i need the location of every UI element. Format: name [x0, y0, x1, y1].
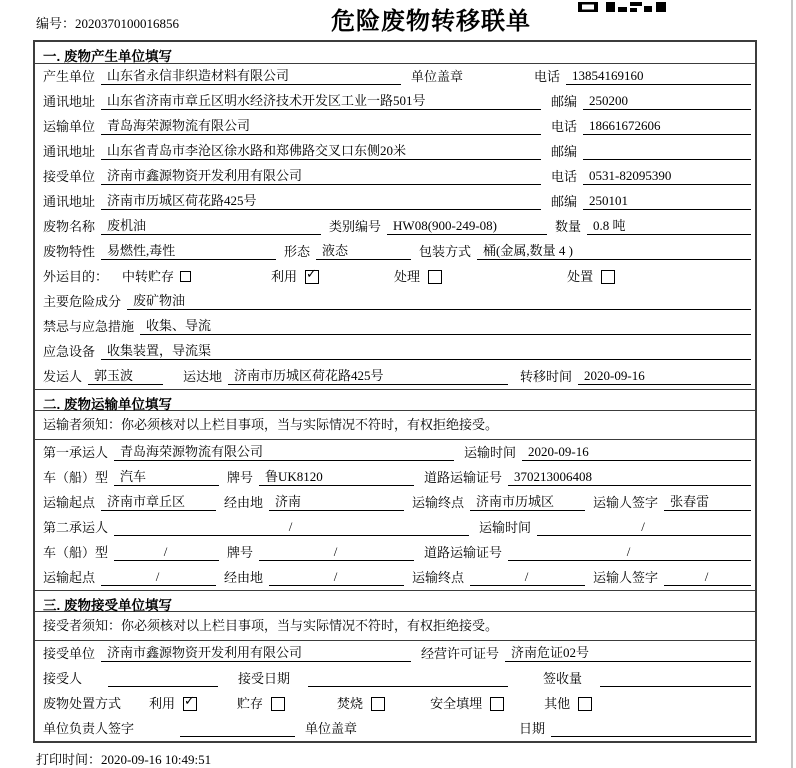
vehicle-type2-value: / [114, 544, 219, 561]
transporter-address-row [35, 139, 755, 164]
disposal-reuse-checkbox [183, 697, 197, 711]
purpose-transfer-storage-group [122, 266, 191, 285]
purpose-dispose-group [567, 266, 615, 285]
disposal-incineration-group [337, 693, 385, 712]
unit-seal-label: 单位盖章 [411, 69, 464, 84]
disposal-storage-checkbox [271, 697, 285, 711]
acceptor-value [108, 672, 218, 687]
accepting-unit-value: 济南市鑫源物资开发利用有限公司 [101, 642, 411, 662]
emergency-measures-value: 收集、导流 [140, 315, 751, 335]
route2-via-value: / [269, 569, 404, 586]
route1-origin-value: 济南市章丘区 [101, 491, 216, 511]
transporter-postcode-value [583, 145, 751, 160]
plate-number1-value: 鲁UK8120 [259, 466, 414, 486]
disposal-incineration-checkbox [371, 697, 385, 711]
form-state-label: 形态 [284, 244, 311, 259]
route1-signature-label: 运输人签字 [593, 495, 659, 510]
disposal-landfill-checkbox [490, 697, 504, 711]
serial-number [36, 13, 179, 32]
route2-via-label: 经由地 [224, 570, 264, 585]
vehicle-type1-row [35, 465, 755, 490]
road-permit2-label: 道路运输证号 [424, 545, 503, 560]
route1-row [35, 490, 755, 515]
accepting-unit-row [35, 641, 755, 666]
hazard-component-value: 废矿物油 [127, 290, 751, 310]
vehicle-type1-label: 车（船）型 [43, 470, 109, 485]
route2-origin-value: / [101, 569, 216, 586]
producer-unit-label: 产生单位 [43, 69, 96, 84]
producer-postcode-value: 250200 [583, 93, 751, 110]
emergency-equipment-value: 收集装置，导流渠 [101, 340, 751, 360]
route1-via-value: 济南 [269, 491, 404, 511]
quantity-value: 0.8 吨 [587, 215, 751, 235]
waste-name-value: 废机油 [101, 215, 321, 235]
section3-heading: 三. 废物接受单位填写 [35, 590, 755, 612]
acceptor-label: 接受人 [43, 671, 83, 686]
route2-origin-label: 运输起点 [43, 570, 96, 585]
print-time-value: 2020-09-16 10:49:51 [101, 752, 212, 767]
vehicle-type2-label: 车（船）型 [43, 545, 109, 560]
waste-property-label: 废物特性 [43, 244, 96, 259]
transport-time1-label: 运输时间 [464, 445, 517, 460]
route2-signature-label: 运输人签字 [593, 570, 659, 585]
purpose-dispose-label: 处置 [567, 269, 594, 284]
purpose-treat-checkbox [428, 270, 442, 284]
page-edge-divider [791, 0, 793, 768]
disposal-other-label: 其他 [544, 696, 571, 711]
purpose-treat-group [394, 266, 442, 285]
receiver-notice-text: 接受者须知：你必须核对以上栏目事项，当与实际情况不符时，有权拒绝接受。 [43, 618, 499, 633]
disposal-storage-group [237, 693, 285, 712]
outbound-purpose-label: 外运目的： [43, 269, 109, 284]
disposal-reuse-label: 利用 [149, 696, 176, 711]
seal-date-value [551, 722, 751, 737]
route2-end-label: 运输终点 [412, 570, 465, 585]
transport-time2-label: 运输时间 [479, 520, 532, 535]
hazard-component-label: 主要危险成分 [43, 294, 122, 309]
business-license-label: 经营许可证号 [421, 646, 500, 661]
purpose-transfer-storage-label: 中转贮存 [122, 269, 175, 284]
receiver-phone-label: 电话 [551, 169, 578, 184]
purpose-treat-label: 处理 [394, 269, 421, 284]
producer-address-value: 山东省济南市章丘区明水经济技术开发区工业一路501号 [101, 90, 541, 110]
receiver-address-value: 济南市历城区荷花路425号 [101, 190, 541, 210]
producer-phone-label: 电话 [533, 69, 560, 84]
serial-value: 2020370100016856 [75, 16, 180, 31]
shipper-label: 发运人 [43, 369, 83, 384]
receiver-postcode-value: 250101 [583, 193, 751, 210]
acceptor-row [35, 666, 755, 691]
emergency-equipment-row [35, 339, 755, 364]
transporter-notice-text: 运输者须知：你必须核对以上栏目事项，当与实际情况不符时，有权拒绝接受。 [43, 417, 499, 432]
unit-seal2-label: 单位盖章 [305, 721, 358, 736]
disposal-other-checkbox [578, 697, 592, 711]
accept-date-value [308, 672, 508, 687]
route1-origin-label: 运输起点 [43, 495, 96, 510]
route2-signature-value: / [664, 569, 751, 586]
qr-code-fragment-icon [578, 0, 666, 16]
second-carrier-row [35, 515, 755, 540]
transporter-unit-row [35, 114, 755, 139]
business-license-value: 济南危证02号 [505, 642, 751, 662]
first-carrier-value: 青岛海荣源物流有限公司 [114, 441, 454, 461]
purpose-reuse-group [271, 266, 319, 285]
second-carrier-label: 第二承运人 [43, 520, 109, 535]
road-permit1-label: 道路运输证号 [424, 470, 503, 485]
section1-heading: 一. 废物产生单位填写 [35, 42, 755, 64]
destination-label: 运达地 [183, 369, 223, 384]
transporter-unit-label: 运输单位 [43, 119, 96, 134]
emergency-measures-label: 禁忌与应急措施 [43, 319, 135, 334]
purpose-dispose-checkbox [601, 270, 615, 284]
transfer-form-table [33, 40, 757, 743]
serial-label: 编号： [36, 16, 76, 31]
first-carrier-row [35, 440, 755, 465]
producer-phone-value: 13854169160 [566, 68, 751, 85]
destination-value: 济南市历城区荷花路425号 [228, 365, 508, 385]
producer-postcode-label: 邮编 [551, 94, 578, 109]
route1-signature-value: 张春雷 [664, 491, 751, 511]
disposal-reuse-group [149, 693, 197, 712]
print-time [36, 749, 796, 768]
transport-time2-value: / [537, 519, 751, 536]
first-carrier-label: 第一承运人 [43, 445, 109, 460]
disposal-incineration-label: 焚烧 [337, 696, 364, 711]
responsible-signature-row [35, 716, 755, 741]
transfer-date-label: 转移时间 [520, 369, 573, 384]
received-quantity-label: 签收量 [543, 671, 583, 686]
transport-time1-value: 2020-09-16 [522, 444, 751, 461]
purpose-reuse-label: 利用 [271, 269, 298, 284]
route1-end-value: 济南市历城区 [470, 491, 585, 511]
disposal-method-row [35, 691, 755, 716]
outbound-purpose-row [35, 264, 755, 289]
print-time-label: 打印时间： [36, 752, 102, 767]
vehicle-type1-value: 汽车 [114, 466, 219, 486]
category-code-value: HW08(900-249-08) [387, 218, 547, 235]
purpose-transfer-storage-checkbox [180, 271, 191, 282]
transfer-date-value: 2020-09-16 [578, 368, 751, 385]
emergency-measures-row [35, 314, 755, 339]
shipper-row [35, 364, 755, 389]
page-title: 危险废物转移联单 [331, 8, 531, 35]
purpose-reuse-checkbox [305, 270, 319, 284]
waste-name-row [35, 214, 755, 239]
waste-property-row [35, 239, 755, 264]
received-quantity-value [600, 672, 751, 687]
packaging-label: 包装方式 [419, 244, 472, 259]
producer-unit-value: 山东省永信非织造材料有限公司 [101, 65, 401, 85]
second-carrier-value: / [114, 519, 469, 536]
form-header [0, 0, 796, 40]
route2-end-value: / [470, 569, 585, 586]
plate-number1-label: 牌号 [227, 470, 254, 485]
form-state-value: 液态 [316, 240, 411, 260]
receiver-phone-value: 0531-82095390 [583, 168, 751, 185]
hazard-component-row [35, 289, 755, 314]
receiver-postcode-label: 邮编 [551, 194, 578, 209]
transporter-notice-row [35, 411, 755, 440]
disposal-landfill-label: 安全填埋 [430, 696, 483, 711]
disposal-landfill-group [430, 693, 504, 712]
responsible-signature-label: 单位负责人签字 [43, 721, 135, 736]
receiver-unit-label: 接受单位 [43, 169, 96, 184]
road-permit2-value: / [508, 544, 751, 561]
section2-heading: 二. 废物运输单位填写 [35, 389, 755, 411]
road-permit1-value: 370213006408 [508, 469, 751, 486]
quantity-label: 数量 [555, 219, 582, 234]
route1-via-label: 经由地 [224, 495, 264, 510]
accept-date-label: 接受日期 [238, 671, 291, 686]
transporter-address-label: 通讯地址 [43, 144, 96, 159]
producer-unit-row [35, 64, 755, 89]
transporter-phone-value: 18661672606 [583, 118, 751, 135]
waste-property-value: 易燃性,毒性 [101, 240, 276, 260]
packaging-value: 桶(金属,数量 4 ) [477, 240, 751, 260]
disposal-method-label: 废物处置方式 [43, 696, 122, 711]
transporter-postcode-label: 邮编 [551, 144, 578, 159]
receiver-address-row [35, 189, 755, 214]
disposal-storage-label: 贮存 [237, 696, 264, 711]
disposal-other-group [544, 693, 592, 712]
waste-name-label: 废物名称 [43, 219, 96, 234]
producer-address-row [35, 89, 755, 114]
receiver-address-label: 通讯地址 [43, 194, 96, 209]
transporter-address-value: 山东省青岛市李沧区徐水路和郑佛路交叉口东侧20米 [101, 140, 541, 160]
plate-number2-value: / [259, 544, 414, 561]
vehicle-type2-row [35, 540, 755, 565]
emergency-equipment-label: 应急设备 [43, 344, 96, 359]
transporter-phone-label: 电话 [551, 119, 578, 134]
category-code-label: 类别编号 [329, 219, 382, 234]
transporter-unit-value: 青岛海荣源物流有限公司 [101, 115, 541, 135]
plate-number2-label: 牌号 [227, 545, 254, 560]
accepting-unit-label: 接受单位 [43, 646, 96, 661]
route1-end-label: 运输终点 [412, 495, 465, 510]
responsible-signature-value [180, 722, 295, 737]
route2-row [35, 565, 755, 590]
seal-date-label: 日期 [518, 721, 545, 736]
shipper-value: 郭玉波 [88, 365, 163, 385]
receiver-unit-value: 济南市鑫源物资开发利用有限公司 [101, 165, 541, 185]
receiver-notice-row [35, 612, 755, 641]
receiver-unit-row [35, 164, 755, 189]
producer-address-label: 通讯地址 [43, 94, 96, 109]
